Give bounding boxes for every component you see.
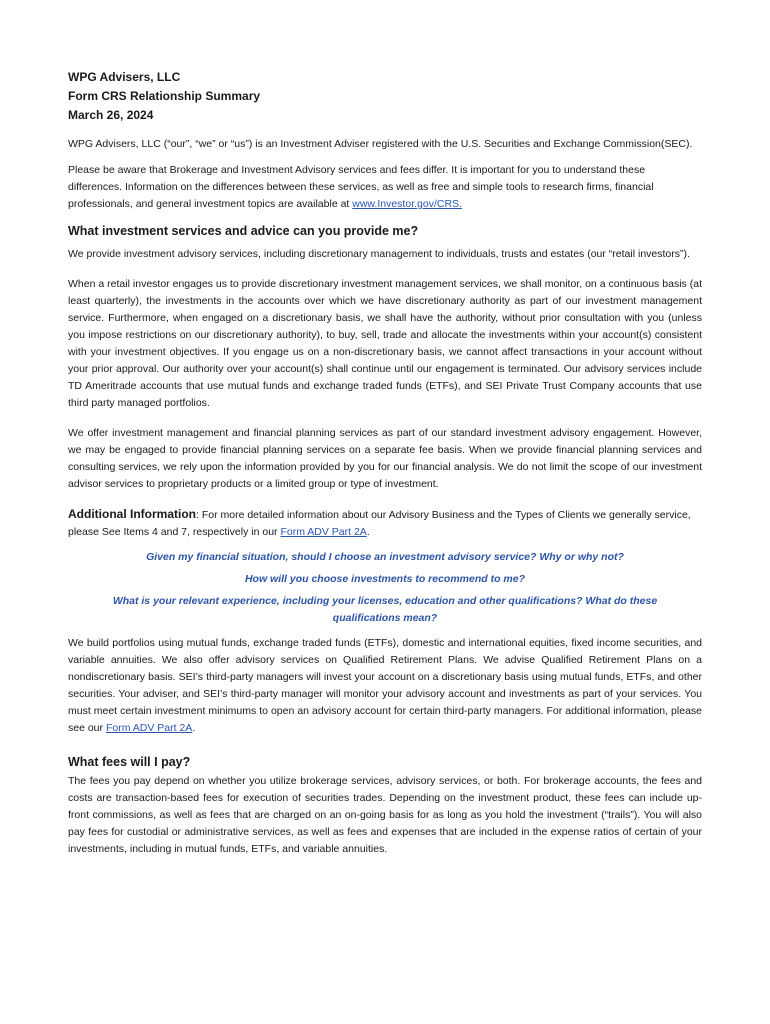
question-financial-situation: Given my financial situation, should I choose an investment advisory service? Why or why not? — [146, 551, 624, 563]
form-adv-link-1[interactable]: Form ADV Part 2A — [280, 526, 367, 538]
portfolios-paragraph — [68, 635, 702, 737]
investor-gov-link[interactable]: www.Investor.gov/CRS. — [352, 198, 462, 210]
intro-differences-text: Please be aware that Brokerage and Investment Advisory services and fees differ. It is important for you to understand these differences. Information on the differences between these services, as well as free and simple tools to research firms, financial professionals, and general investment topics are available at — [68, 164, 654, 210]
additional-information-label: Additional Information — [68, 507, 196, 521]
form-adv-link-2[interactable]: Form ADV Part 2A — [105, 722, 193, 734]
fees-paragraph: The fees you pay depend on whether you utilize brokerage services, advisory services, or both. For brokerage accounts, the fees and costs are transaction-based fees for execution of securities trades. Depending on the investment product, these fees can include up-front commissions, as well as fees that are charged on an on-going basis for as long as you hold the investment (“trails”). You will also pay fees for custodial or administrative services, as well as fees and expenses that are included in the expense ratios of certain of your investments, including in mutual funds, ETFs, and variable annuities. — [68, 775, 702, 855]
portfolios-end: . — [192, 722, 196, 734]
services-heading: What investment services and advice can you provide me? — [68, 224, 419, 238]
additional-information-text: : For more detailed information about our Advisory Business and the Types of Clients we generally service, please See Items 4 and 7, respectively in our — [68, 509, 691, 538]
intro-paragraph-differences — [68, 162, 702, 213]
question-choose-investments: How will you choose investments to recommend to me? — [244, 573, 526, 585]
additional-information-paragraph — [68, 506, 702, 541]
services-paragraph-3: We offer investment management and financial planning services as part of our standard investment advisory engagement. However, we may be engaged to provide financial planning services on a separate fee basis. When we provide financial planning services and consulting services, we rely upon the information provided by you for our financial analysis. We do not limit the scope of our investment advisor services to proprietary products or a limited group or type of investment. — [68, 427, 702, 490]
fees-heading: What fees will I pay? — [68, 755, 191, 769]
question-experience: What is your relevant experience, including your licenses, education and other qualifications? What do these qualifications mean? — [112, 595, 658, 624]
services-paragraph-2: When a retail investor engages us to provide discretionary investment management services, we shall monitor, on a continuous basis (at least quarterly), the investments in the accounts over which we have discretionary authority as part of our investment management service. Furthermore, when engaged on a discretionary basis, we shall have the authority, without prior consultation with you (unless you impose restrictions on our discretionary authority), to buy, sell, trade and allocate the investments within your account(s) consistent with your investment objectives. If you engage us on a non-discretionary basis, we cannot affect transactions in your account without your prior approval. Our authority over your account(s) shall continue until our engagement is terminated. Our advisory services include TD Ameritrade accounts that use mutual funds and exchange traded funds (ETFs), and SEI Private Trust Company accounts that use third party managed portfolios. — [68, 278, 702, 409]
additional-information-end: . — [366, 526, 370, 538]
firm-name: WPG Advisers, LLC — [68, 70, 181, 84]
document-header — [68, 68, 702, 125]
services-paragraph-1: We provide investment advisory services, including discretionary management to individuals, trusts and estates (our “retail investors”). — [68, 248, 690, 260]
intro-paragraph-registration: WPG Advisers, LLC (“our”, “we” or “us”) is an Investment Adviser registered with the U.S. Securities and Exchange Commission(SEC). — [68, 138, 693, 150]
document-page — [68, 68, 702, 858]
portfolios-text: We build portfolios using mutual funds, exchange traded funds (ETFs), domestic and international equities, fixed income securities, and variable annuities. We also offer advisory services on Qualified Retirement Plans. We advise Qualified Retirement Plans on a nondiscretionary basis. SEI’s third-party managers will invest your account on a discretionary basis using mutual funds, ETFs, and other securities. Your adviser, and SEI’s third-party manager will monitor your advisory account and investments as part of your services. You must meet certain investment minimums to open an advisory account for certain third-party managers. For additional information, please see our — [68, 637, 702, 734]
form-title: Form CRS Relationship Summary — [68, 89, 261, 103]
form-date: March 26, 2024 — [68, 108, 154, 122]
